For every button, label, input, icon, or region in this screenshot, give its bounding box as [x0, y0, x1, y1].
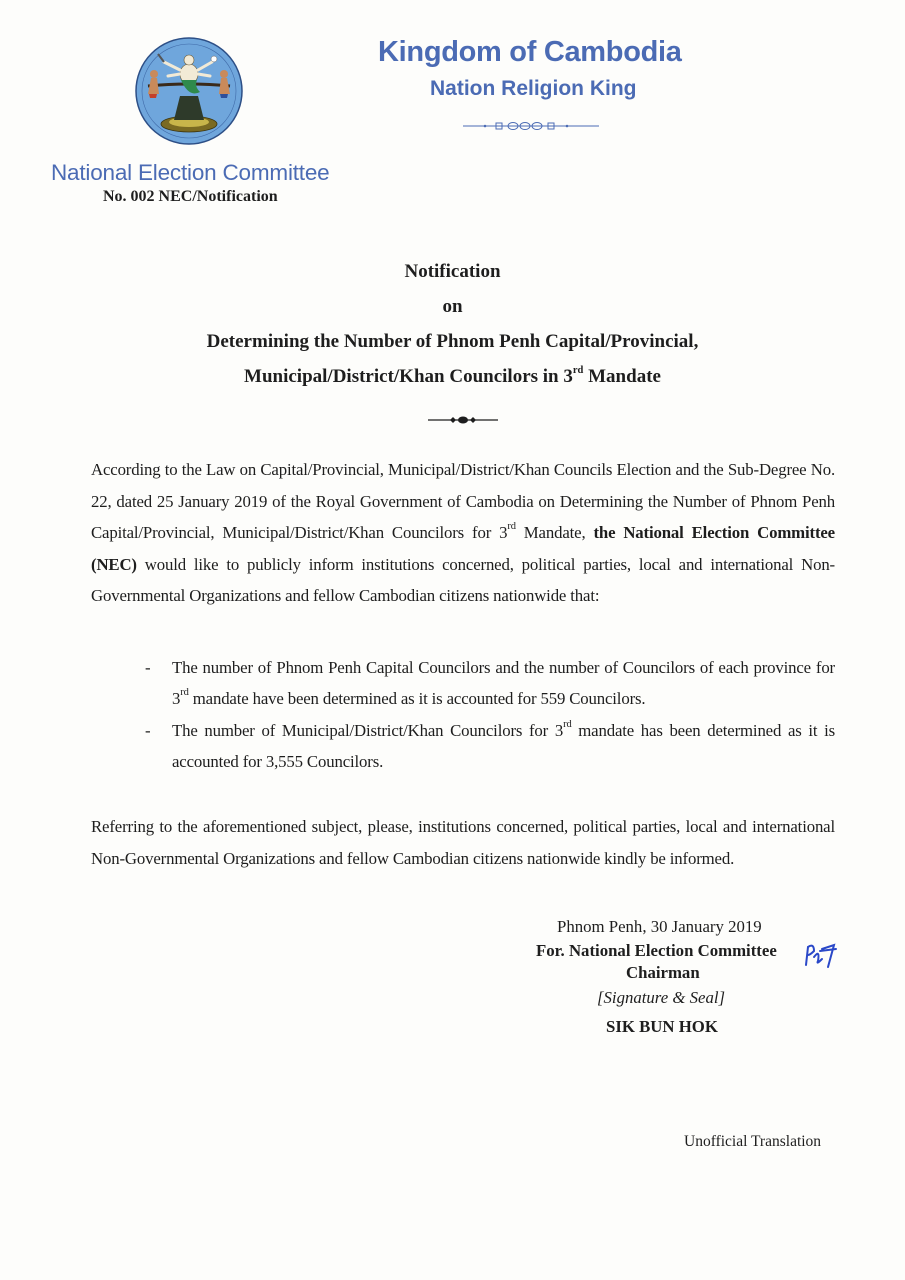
intro-text: Mandate, — [515, 523, 594, 542]
closing-paragraph: Referring to the aforementioned subject, please, institutions concerned, political parties, local and international Non-Governmental Organizations and fellow Cambodian citizens nationwide kindly be informed. — [91, 817, 835, 868]
doc-subject-line2 — [0, 366, 905, 388]
item-text: The number of Phnom Penh Capital Councilors and the number of Councilors of each province for 3 — [172, 658, 835, 708]
country-name: Kingdom of Cambodia — [378, 36, 682, 68]
subject-text: Municipal/District/Khan Councilors in 3 — [244, 366, 573, 387]
ornament-divider-icon — [428, 414, 498, 426]
national-motto: Nation Religion King — [430, 77, 637, 100]
doc-title: Notification — [404, 261, 501, 282]
intro-text: According to the Law on Capital/Provincial, Municipal/District/Khan Councils Election and the Sub-Degree No. 22, dated 25 January 2019 of the Royal Government of Cambodia on Determining the Number of Phnom Penh Capital/Provincial, Municipal/District/Khan Councilors for 3 — [91, 460, 835, 542]
item-text: mandate has been determined as it is accounted for 3,555 Councilors. — [172, 721, 836, 771]
bullet-dash: - — [145, 658, 151, 677]
ordinal-suffix: rd — [180, 687, 189, 699]
handwritten-initials-icon — [802, 939, 840, 971]
doc-title-on: on — [442, 296, 463, 317]
signatory-role: Chairman — [626, 963, 700, 982]
signature-seal-note: [Signature & Seal] — [597, 988, 726, 1007]
subject-text: Mandate — [583, 366, 661, 387]
signatory-name: SIK BUN HOK — [606, 1017, 718, 1036]
notification-number: No. 002 NEC/Notification — [103, 188, 278, 205]
intro-text: would like to publicly inform institutions concerned, political parties, local and international Non-Governmental Organizations and fellow Cambodian citizens nationwide that: — [91, 554, 835, 605]
nec-bold-name: the National Election Committee (NEC) — [91, 523, 835, 574]
ornament-divider-icon — [463, 119, 599, 133]
list-item-text — [172, 652, 835, 714]
doc-subject-line1: Determining the Number of Phnom Penh Capital/Provincial, — [206, 331, 699, 352]
ordinal-suffix: rd — [507, 521, 516, 533]
translation-note: Unofficial Translation — [684, 1133, 822, 1150]
signatory-org: For. National Election Committee — [536, 941, 777, 960]
bullet-dash: - — [145, 721, 151, 740]
intro-paragraph — [91, 454, 835, 612]
item-text: The number of Municipal/District/Khan Councilors for 3 — [172, 721, 564, 740]
place-date: Phnom Penh, 30 January 2019 — [557, 917, 762, 936]
list-item-text — [172, 715, 835, 777]
org-name: National Election Committee — [51, 160, 330, 185]
ordinal-suffix: rd — [563, 719, 572, 731]
nec-emblem-icon — [134, 36, 244, 146]
ordinal-suffix: rd — [572, 364, 584, 376]
item-text: mandate have been determined as it is accounted for 559 Councilors. — [188, 689, 646, 708]
